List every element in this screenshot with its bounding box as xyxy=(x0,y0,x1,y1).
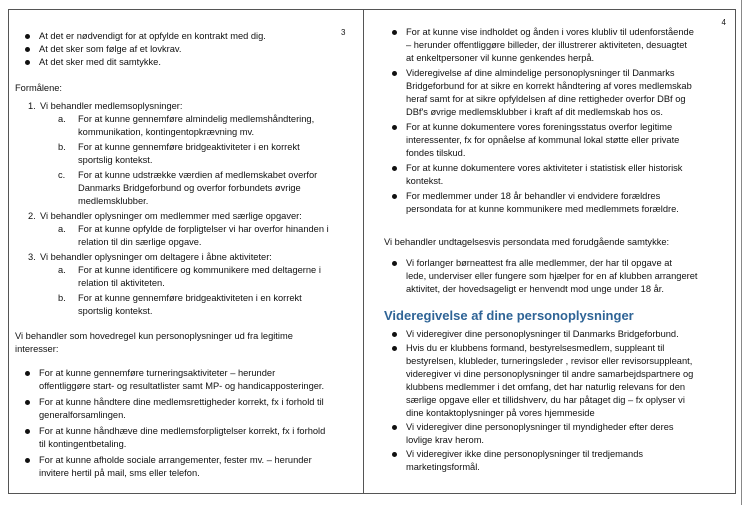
top-bullet-list xyxy=(9,30,349,69)
list-item xyxy=(376,448,731,474)
sub-list xyxy=(9,113,354,208)
sub-item xyxy=(40,264,354,290)
numbered-item xyxy=(9,100,354,208)
legit-bullet-list xyxy=(9,367,354,480)
window-edge xyxy=(741,0,742,505)
line: relation til aktiviteten. xyxy=(78,278,165,288)
line: For medlemmer under 18 år behandler vi endvidere forældres xyxy=(406,191,661,201)
line: relation til din særlige opgave. xyxy=(78,237,202,247)
sub-letter: b. xyxy=(58,293,66,303)
section-heading: Videregivelse af dine personoplysninger xyxy=(384,308,634,323)
sub-letter: a. xyxy=(58,114,66,124)
list-item xyxy=(376,342,731,420)
line: Vi forlanger børneattest fra alle medlemmer, der har til opgave at xyxy=(406,258,672,268)
line: marketingsformål. xyxy=(406,462,480,472)
line: Vi behandler som hovedregel kun personoplysninger ud fra legitime xyxy=(15,331,293,341)
line: sportslig kontekst. xyxy=(78,306,153,316)
line: dine kontaktoplysninger på vores hjemmeside xyxy=(406,408,595,418)
line: For at kunne håndhæve dine medlemsforpligtelser korrekt, fx i forhold xyxy=(39,426,326,436)
sub-letter: b. xyxy=(58,142,66,152)
line: Danmarks Bridgeforbund og overfor forbundets øvrige xyxy=(78,183,301,193)
numbered-list xyxy=(9,100,354,318)
line: heraf samt for at sikre opfyldelsen af dine rettigheder overfor DBf og xyxy=(406,94,686,104)
line: interesser: xyxy=(15,344,59,354)
line: DBf's øvrige medlemsklubber i kraft af dit medlemskab hos os. xyxy=(406,107,664,117)
sub-item xyxy=(40,169,354,208)
line: aktivitet, der hovedsageligt er henvendt mod unge under 18 år. xyxy=(406,284,664,294)
line: kommunikation, kontingentopkrævning mv. xyxy=(78,127,255,137)
sub-letter: a. xyxy=(58,265,66,275)
page-3 xyxy=(9,10,363,493)
page-number: 3 xyxy=(341,28,346,37)
line: sportslig kontekst. xyxy=(78,155,153,165)
line: Videregivelse af dine almindelige personoplysninger til Danmarks xyxy=(406,68,675,78)
item-number: 2. xyxy=(28,211,36,221)
line: For at kunne gennemføre almindelig medlemshåndtering, xyxy=(78,114,315,124)
line: lede, underviser eller fungere som hjælper for en af klubben arrangeret xyxy=(406,271,698,281)
line: For at kunne gennemføre bridgeaktiviteter i en korrekt xyxy=(78,142,300,152)
list-item xyxy=(376,162,731,188)
sub-item xyxy=(40,292,354,318)
legit-interests-intro xyxy=(15,330,355,356)
line: kontekst. xyxy=(406,176,444,186)
line: medlemsklubber. xyxy=(78,196,149,206)
line: – herunder offentliggøre billeder, der illustrerer aktiviteten, desuagtet xyxy=(406,40,687,50)
line: For at kunne håndtere dine medlemsrettigheder korrekt, fx i forhold til xyxy=(39,397,324,407)
document-sheet xyxy=(8,9,736,494)
consent-intro: Vi behandler undtagelsesvis persondata med forudgående samtykke: xyxy=(384,237,670,247)
line: Vi videregiver dine personoplysninger til Danmarks Bridgeforbund. xyxy=(406,329,679,339)
sub-letter: a. xyxy=(58,224,66,234)
item-number: 3. xyxy=(28,252,36,262)
sub-list xyxy=(9,264,354,318)
right-bullet-list-2 xyxy=(376,257,731,296)
numbered-item xyxy=(9,210,354,249)
list-item xyxy=(376,26,731,65)
line: Bridgeforbund for at sikre en korrekt håndtering af vores medlemskab xyxy=(406,81,692,91)
purposes-label: Formålene: xyxy=(15,83,63,93)
item-label: Vi behandler medlemsoplysninger: xyxy=(40,101,183,111)
line: For at kunne identificere og kommunikere med deltagerne i xyxy=(78,265,321,275)
sub-letter: c. xyxy=(58,170,66,180)
list-item: At det er nødvendigt for at opfylde en kontrakt med dig. xyxy=(9,30,349,43)
line: For at kunne opfylde de forpligtelser vi har overfor hinanden i xyxy=(78,224,329,234)
list-item xyxy=(9,367,354,393)
list-item xyxy=(376,328,731,341)
list-item xyxy=(9,425,354,451)
line: For at kunne dokumentere vores aktiviteter i statistisk eller historisk xyxy=(406,163,683,173)
line: interessenter, fx for opnåelse af kommunal lokal støtte eller private xyxy=(406,135,680,145)
item-number: 1. xyxy=(28,101,36,111)
right-bullet-list-1 xyxy=(376,26,731,216)
page-number: 4 xyxy=(721,18,726,27)
item-label: Vi behandler oplysninger om deltagere i åbne aktiviteter: xyxy=(40,252,272,262)
line: til kontingentbetaling. xyxy=(39,439,127,449)
list-item xyxy=(9,396,354,422)
numbered-item xyxy=(9,251,354,318)
line: videregiver vi dine personoplysninger til andre samarbejdspartnere og xyxy=(406,369,694,379)
sub-item xyxy=(40,113,354,139)
list-item xyxy=(9,454,354,480)
list-item xyxy=(376,190,731,216)
item-label: Vi behandler oplysninger om medlemmer med særlige opgaver: xyxy=(40,211,302,221)
right-bullet-list-3 xyxy=(376,328,731,474)
line: at enkeltpersoner vil kunne genkendes herpå. xyxy=(406,53,595,63)
line: fondes tilskud. xyxy=(406,148,466,158)
line: For at kunne afholde sociale arrangementer, fester mv. – herunder xyxy=(39,455,312,465)
line: klubbens medlemmer i det omfang, det har naturlig relevans for den xyxy=(406,382,686,392)
sub-list xyxy=(9,223,354,249)
list-item xyxy=(376,121,731,160)
list-item: At det sker med dit samtykke. xyxy=(9,56,349,69)
line: Vi videregiver ikke dine personoplysninger til tredjemands xyxy=(406,449,644,459)
line: For at kunne dokumentere vores foreningsstatus overfor legitime xyxy=(406,122,673,132)
line: invitere hertil på mail, sms eller telefon. xyxy=(39,468,200,478)
list-item xyxy=(376,67,731,119)
line: generalforsamlingen. xyxy=(39,410,126,420)
sub-item xyxy=(40,223,354,249)
line: bestyrelsen, klubleder, turneringsleder , revisor eller revisorsuppleant, xyxy=(406,356,693,366)
line: persondata for at kunne kommunikere med medlemmets forældre. xyxy=(406,204,679,214)
list-item: At det sker som følge af et lovkrav. xyxy=(9,43,349,56)
line: Vi videregiver dine personoplysninger til myndigheder efter deres xyxy=(406,422,674,432)
line: offentliggøre start- og resultatlister samt MP- og handicapposteringer. xyxy=(39,381,325,391)
line: For at kunne vise indholdet og ånden i vores klubliv til udenforstående xyxy=(406,27,694,37)
line: lovlige krav herom. xyxy=(406,435,485,445)
list-item xyxy=(376,257,731,296)
page-4 xyxy=(364,10,736,493)
line: særlige opgave eller et tillidshverv, du har påtaget dig – fx oplyser vi xyxy=(406,395,685,405)
sub-item xyxy=(40,141,354,167)
line: Hvis du er klubbens formand, bestyrelsesmedlem, suppleant til xyxy=(406,343,665,353)
list-item xyxy=(376,421,731,447)
line: For at kunne gennemføre turneringsaktiviteter – herunder xyxy=(39,368,276,378)
line: For at kunne udstrække værdien af medlemskabet overfor xyxy=(78,170,318,180)
line: For at kunne gennemføre bridgeaktiviteten i en korrekt xyxy=(78,293,302,303)
